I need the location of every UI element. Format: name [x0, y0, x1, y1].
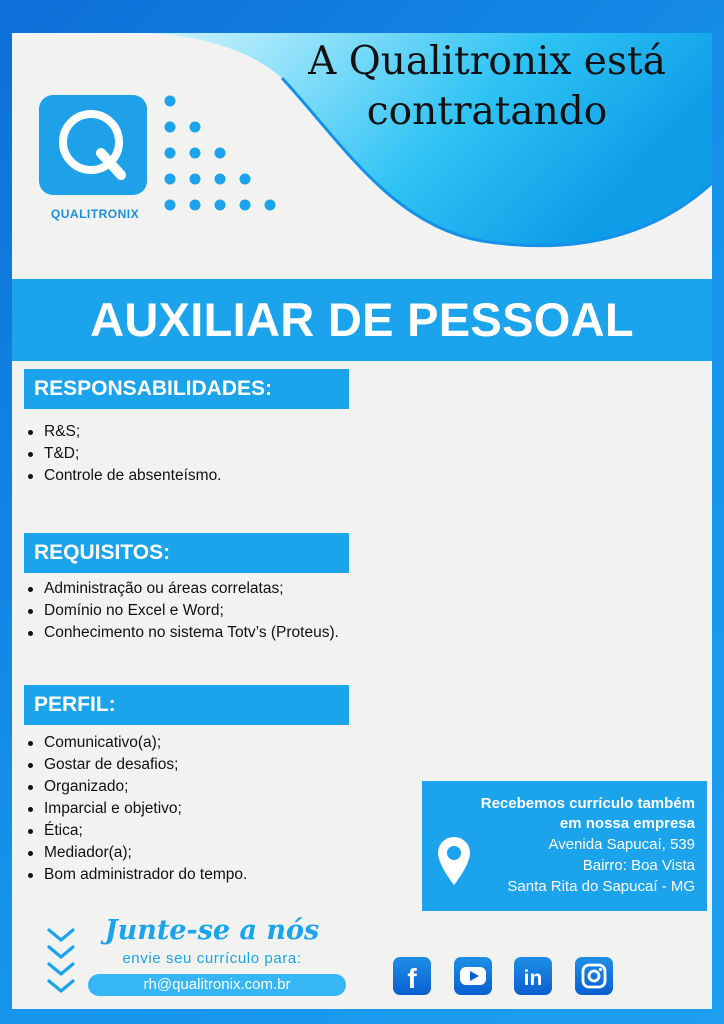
list-item: Domínio no Excel e Word; — [26, 600, 339, 622]
address-box — [422, 781, 707, 911]
logo-q-icon — [39, 95, 147, 195]
section-header-responsabilidades: RESPONSABILIDADES: — [24, 369, 349, 409]
headline-line-2: contratando — [366, 89, 608, 134]
list-item: Comunicativo(a); — [26, 732, 247, 754]
headline — [262, 37, 712, 137]
list-item: R&S; — [26, 421, 222, 443]
list-perfil — [26, 732, 247, 886]
instagram-icon[interactable] — [575, 957, 613, 995]
section-header-perfil: PERFIL: — [24, 685, 349, 725]
address-district: Bairro: Boa Vista — [582, 857, 695, 874]
email-link[interactable]: rh@qualitronix.com.br — [88, 974, 346, 996]
list-item: Mediador(a); — [26, 842, 247, 864]
list-responsabilidades — [26, 421, 222, 487]
address-city: Santa Rita do Sapucaí - MG — [507, 878, 695, 895]
company-logo — [39, 95, 147, 195]
linkedin-glyph: in — [523, 967, 543, 990]
section-header-requisitos: REQUISITOS: — [24, 533, 349, 573]
headline-line-1: A Qualitronix está — [308, 39, 666, 84]
address-heading-2: em nossa empresa — [559, 815, 695, 832]
job-title-band — [12, 279, 712, 361]
job-title: AUXILIAR DE PESSOAL — [90, 293, 634, 346]
list-item: Bom administrador do tempo. — [26, 864, 247, 886]
cta-subtitle: envie seu currículo para: — [122, 950, 302, 967]
cta-title: Junte-se a nós — [104, 915, 320, 946]
poster-card — [12, 33, 712, 1009]
list-item: T&D; — [26, 443, 222, 465]
list-item: Organizado; — [26, 776, 247, 798]
list-item: Administração ou áreas correlatas; — [26, 578, 339, 600]
decorative-dots — [160, 91, 290, 221]
address-heading-1: Recebemos currículo também — [480, 795, 695, 812]
list-item: Gostar de desafios; — [26, 754, 247, 776]
address-street: Avenida Sapucaí, 539 — [548, 836, 695, 853]
list-item: Ética; — [26, 820, 247, 842]
youtube-icon[interactable] — [454, 957, 492, 995]
chevron-down-icon — [46, 926, 76, 998]
list-item: Imparcial e objetivo; — [26, 798, 247, 820]
brand-name: QUALITRONIX — [50, 207, 140, 221]
location-pin-icon — [436, 835, 472, 887]
facebook-glyph: f — [407, 963, 417, 994]
facebook-icon[interactable] — [393, 957, 431, 995]
list-requisitos — [26, 578, 339, 644]
linkedin-icon[interactable] — [514, 957, 552, 995]
list-item: Conhecimento no sistema Totv’s (Proteus). — [26, 622, 339, 644]
list-item: Controle de absenteísmo. — [26, 465, 222, 487]
